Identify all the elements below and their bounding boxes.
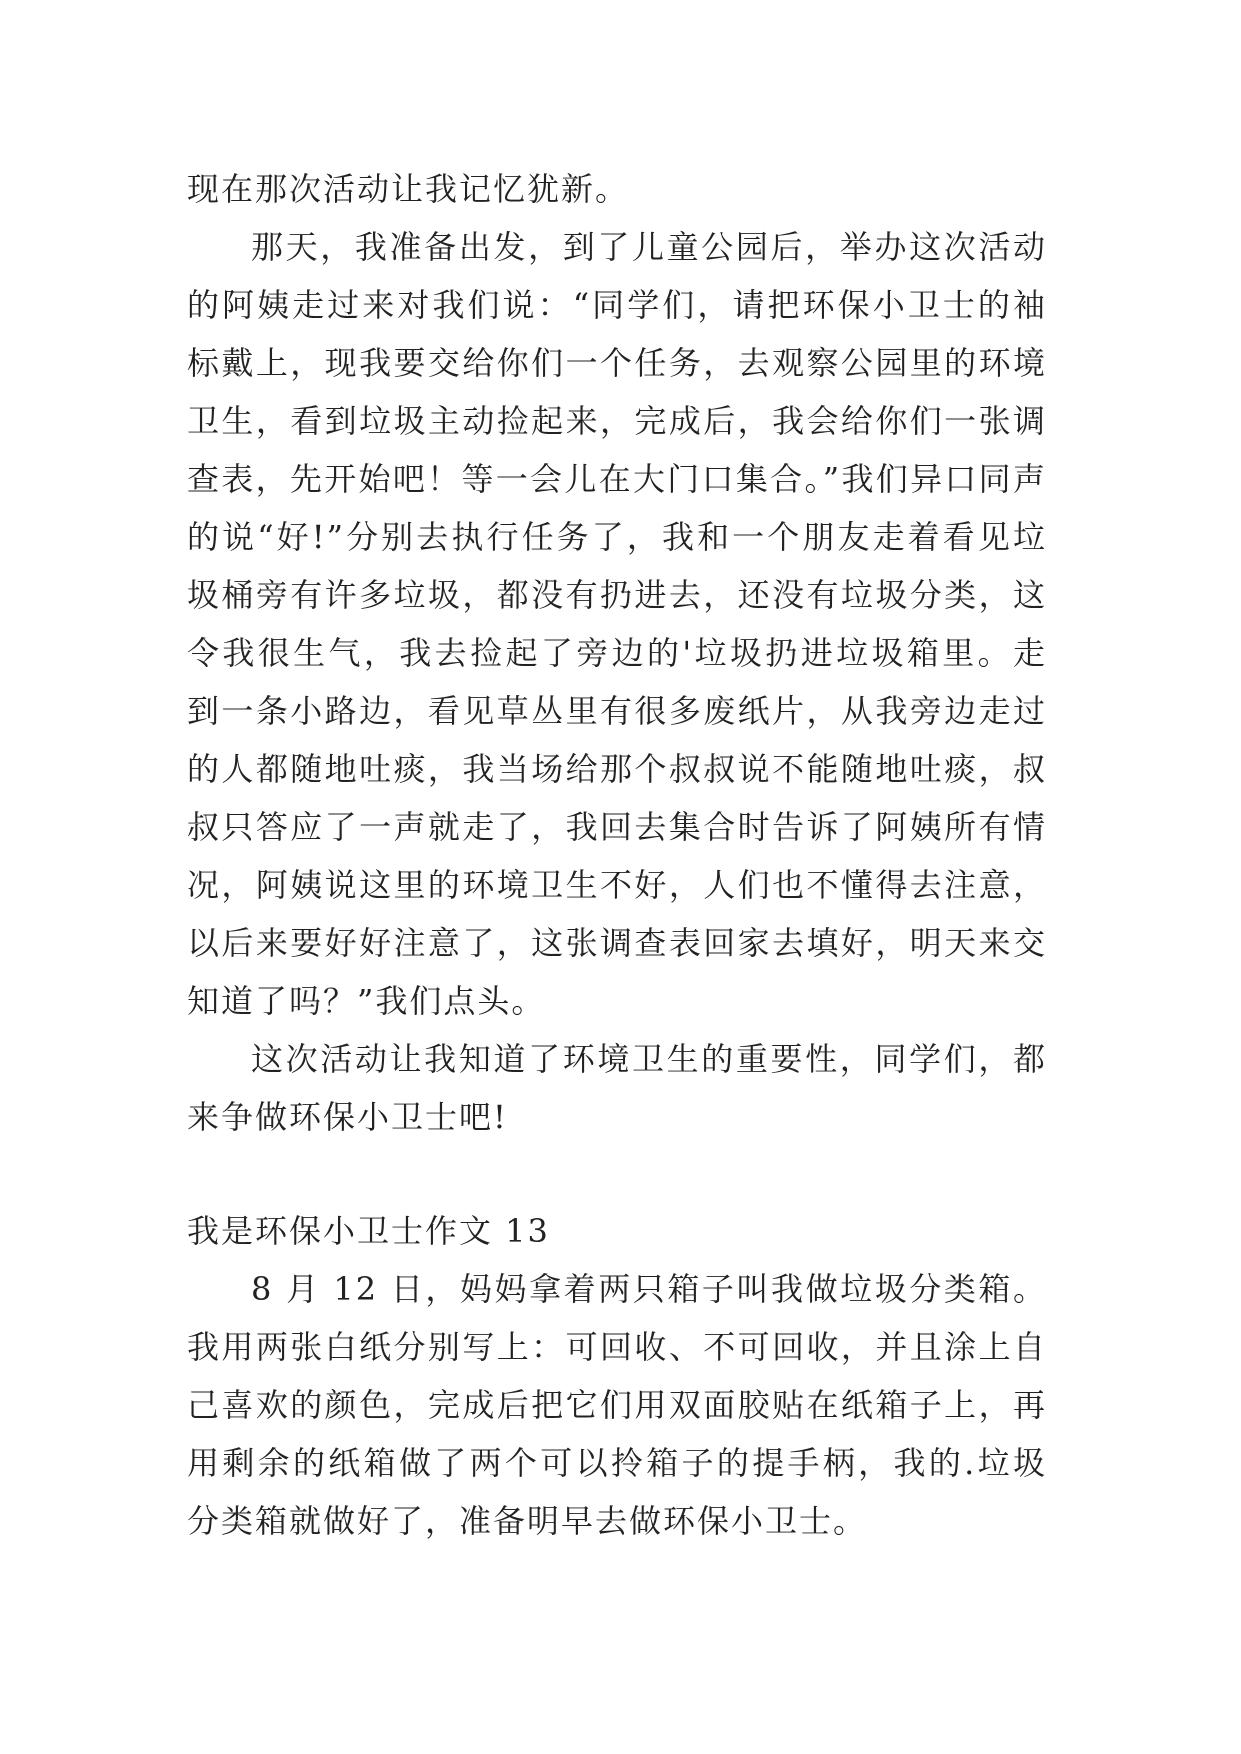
paragraph-activity-story: 那天，我准备出发，到了儿童公园后，举办这次活动的阿姨走过来对我们说：“同学们，请把环保小卫士的袖标戴上，现我要交给你们一个任务，去观察公园里的环境卫生，看到垃圾主动捡起来，完成后，我会给你们一张调查表，先开始吧！等一会儿在大门口集合。”我们异口同声的说“好!”分别去执行任务了，我和一个朋友走着看见垃圾桶旁有许多垃圾，都没有扔进去，还没有垃圾分类，这令我很生气，我去捡起了旁边的'垃圾扔进垃圾箱里。走到一条小路边，看见草丛里有很多废纸片，从我旁边走过的人都随地吐痰，我当场给那个叔叔说不能随地吐痰，叔叔只答应了一声就走了，我回去集合时告诉了阿姨所有情况，阿姨说这里的环境卫生不好，人们也不懂得去注意，以后来要好好注意了，这张调查表回家去填好，明天来交知道了吗？”我们点头。 <box>187 228 1047 1020</box>
document-body <box>187 160 1047 1550</box>
paragraph-conclusion: 这次活动让我知道了环境卫生的重要性，同学们，都来争做环保小卫士吧! <box>187 1040 1047 1136</box>
paragraph-sorting-box: 8 月 12 日，妈妈拿着两只箱子叫我做垃圾分类箱。我用两张白纸分别写上：可回收、不可回收，并且涂上自己喜欢的颜色，完成后把它们用双面胶贴在纸箱子上，再用剩余的纸箱做了两个可以拎箱子的提手柄，我的.垃圾分类箱就做好了，准备明早去做环保小卫士。 <box>187 1270 1047 1540</box>
paragraph-continuation: 现在那次活动让我记忆犹新。 <box>187 170 630 208</box>
essay-title: 我是环保小卫士作文 13 <box>187 1212 550 1250</box>
